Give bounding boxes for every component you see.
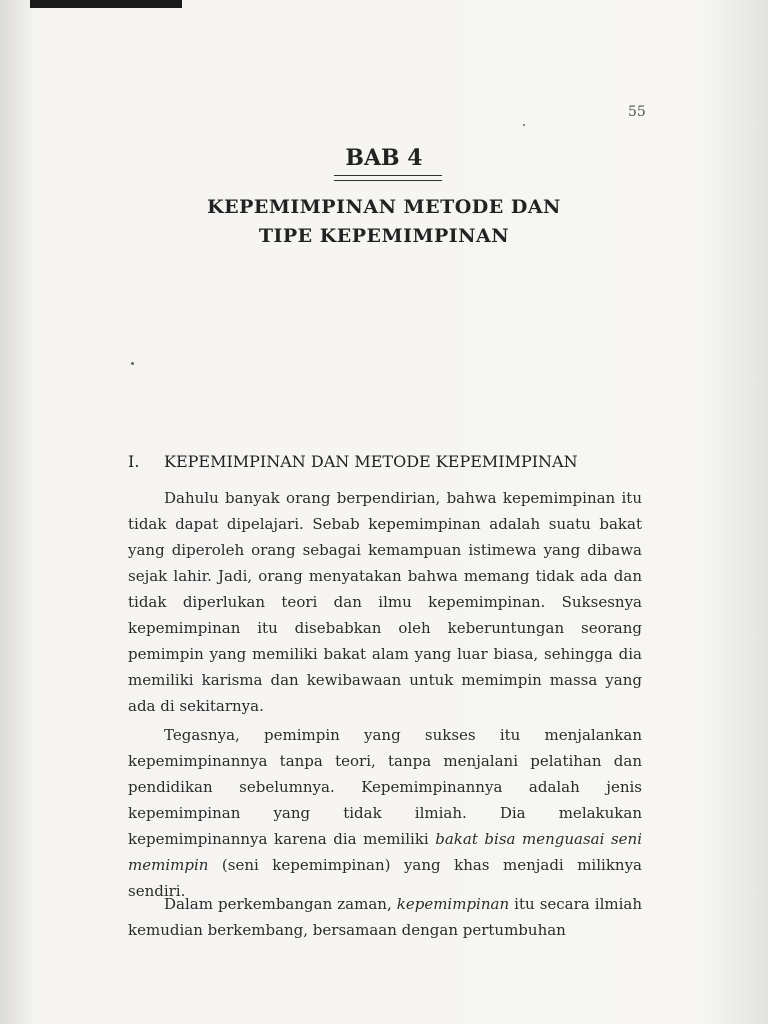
chapter-title [0,193,768,251]
scan-speck [523,124,525,126]
paragraph-2-text-after: (seni kepemimpinan) yang khas menjadi miliknya sendiri. [128,856,642,900]
paragraph-3-italic: kepemimpinan [396,895,510,913]
paragraph-3-text-before: Dalam perkembangan zaman, [164,895,397,913]
paragraph-1: Dahulu banyak orang berpendirian, bahwa kepemimpinan itu tidak dapat dipelajari. Sebab kepemimpinan adalah suatu bakat yang diperoleh orang sebagai kemampuan istimewa yang dibawa sejak lahir. Jadi, orang menyatakan bahwa memang tidak ada dan tidak diperlukan teori dan ilmu kepemimpinan. Suksesnya kepemimpinan itu disebabkan oleh keberuntungan seorang pemimpin yang memiliki bakat alam yang luar biasa, sehingga dia memiliki karisma dan kewibawaan untuk memimpin massa yang ada di sekitarnya. [128,489,642,715]
paragraph-2-italic: bakat bisa menguasai seni memimpin [128,830,642,874]
scan-edge-bar [30,0,182,8]
paragraph-3-text-after: itu secara ilmiah kemudian berkembang, bersamaan dengan pertumbuhan [128,895,642,939]
paragraph-2 [128,722,642,904]
scan-speck [131,362,134,365]
chapter-title-line-2: TIPE KEPEMIMPINAN [258,225,510,247]
page-number: 55 [628,104,646,120]
section-heading [128,452,578,471]
paragraph-3 [128,891,642,943]
section-title: KEPEMIMPINAN DAN METODE KEPEMIMPINAN [164,452,578,471]
paragraph-2-text-before: Tegasnya, pemimpin yang sukses itu menjalankan kepemimpinannya tanpa teori, tanpa menjalani pelatihan dan pendidikan sebelumnya. Kepemimpinannya adalah jenis kepemimpinan yang tidak ilmiah. Dia melakukan kepemimpinannya karena dia memiliki [128,726,642,848]
chapter-title-line-1: KEPEMIMPINAN METODE DAN [207,196,561,218]
chapter-label: BAB 4 [345,145,423,171]
section-number: I. [128,452,140,471]
chapter-underline [334,175,442,181]
